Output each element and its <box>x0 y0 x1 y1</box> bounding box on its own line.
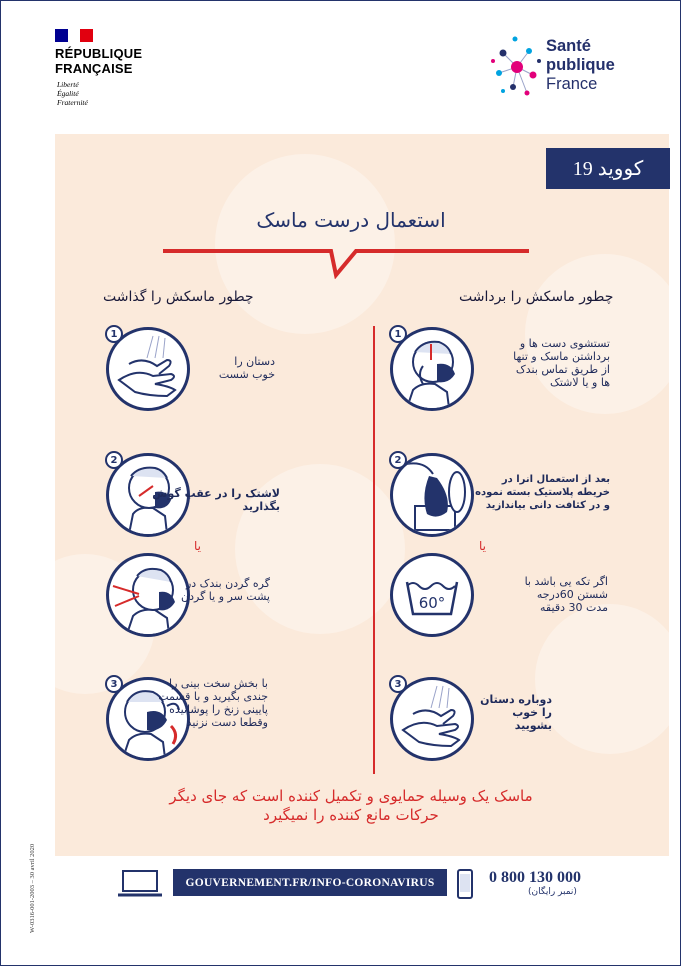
right-step1-text: تستشوی دست ها و برداشتن ماسک و تنها از طریق تماس بندک ها و یا لاشتک <box>513 337 610 389</box>
left-step2b-illustration <box>106 553 190 637</box>
sp-line3: France <box>546 75 598 93</box>
take-off-heading: چطور ماسکش را برداشت <box>459 289 614 305</box>
wash-60-icon <box>393 556 471 634</box>
virus-watermark-icon <box>525 254 681 414</box>
phone-free-note: (نمبر رایگان) <box>528 887 577 897</box>
step-number-badge: 3 <box>389 675 407 693</box>
sp-line1: Santé <box>546 37 591 55</box>
page-title: استعمال درست ماسک <box>256 208 446 232</box>
smartphone-icon <box>456 869 474 899</box>
left-step2b-text: گره گردن بندک در پشت سر و یا گردن <box>181 577 270 603</box>
document-reference: W-0316-001-2003 – 30 avril 2020 <box>29 843 36 933</box>
rf-title-line1: RÉPUBLIQUE <box>55 46 143 61</box>
info-url-link[interactable]: GOUVERNEMENT.FR/INFO-CORONAVIRUS <box>173 869 447 896</box>
hands-washing-icon <box>109 330 187 408</box>
sante-publique-france-logo-icon <box>489 29 545 105</box>
rf-motto <box>57 80 88 107</box>
step-number-badge: 3 <box>105 675 123 693</box>
or-label-right: یا <box>479 539 486 553</box>
sp-line2: publique <box>546 56 615 74</box>
laptop-icon <box>117 869 163 899</box>
step-number-badge: 1 <box>105 325 123 343</box>
rf-title-line2: FRANÇAISE <box>55 61 133 76</box>
remove-mask-icon <box>393 330 471 408</box>
motto-liberte: Liberté <box>57 80 79 89</box>
french-flag-icon <box>55 29 93 42</box>
left-step1-text: دستان را خوب شست <box>218 355 275 381</box>
step-number-badge: 2 <box>389 451 407 469</box>
phone-number[interactable]: 0 800 130 000 <box>489 869 581 886</box>
left-step3-text: با بخش سخت بینی را جندی بگیرید و با قسمت پایینی زنخ را پوشانیده وقطعا دست نزنید <box>158 677 268 729</box>
trash-bin-icon <box>393 456 471 534</box>
hands-washing-icon <box>393 680 471 758</box>
footer-note-line2: حرکات مانع کننده را نمیگیرد <box>263 806 439 824</box>
motto-fraternite: Fraternité <box>57 98 88 107</box>
right-step2b-illustration <box>390 553 474 637</box>
covid-badge: کووید 19 <box>546 148 670 189</box>
put-on-heading: چطور ماسکش را گذاشت <box>103 289 254 305</box>
republique-francaise-logo <box>55 46 142 76</box>
tie-behind-head-icon <box>109 556 187 634</box>
footer-note-line1: ماسک یک وسیله حمایوی و تکمیل کننده است که جای دیگر <box>169 787 533 805</box>
right-step2-text: بعد از استعمال انرا در خریطه پلاستیک بسته نموده و در کثافت دانی بیاندازید <box>475 474 610 511</box>
motto-egalite: Égalité <box>57 89 79 98</box>
left-step2-text: لاشتک را در عقب گوش بگذارید <box>152 487 280 513</box>
right-step3-text: دوباره دستان را خوب بشویید <box>480 693 552 732</box>
column-divider <box>373 326 375 774</box>
step-number-badge: 1 <box>389 325 407 343</box>
wash-temperature-label: 60° <box>418 594 446 612</box>
title-underline-bubble <box>161 239 531 279</box>
step-number-badge: 2 <box>105 451 123 469</box>
footer-note <box>91 787 611 825</box>
right-step2b-text: اگر تکه یی باشد با شستن 60درجه مدت 30 دقیقه <box>524 575 608 614</box>
or-label-left: یا <box>194 539 201 553</box>
virus-watermark-icon <box>535 604 681 754</box>
sante-publique-france-logo <box>546 37 615 94</box>
